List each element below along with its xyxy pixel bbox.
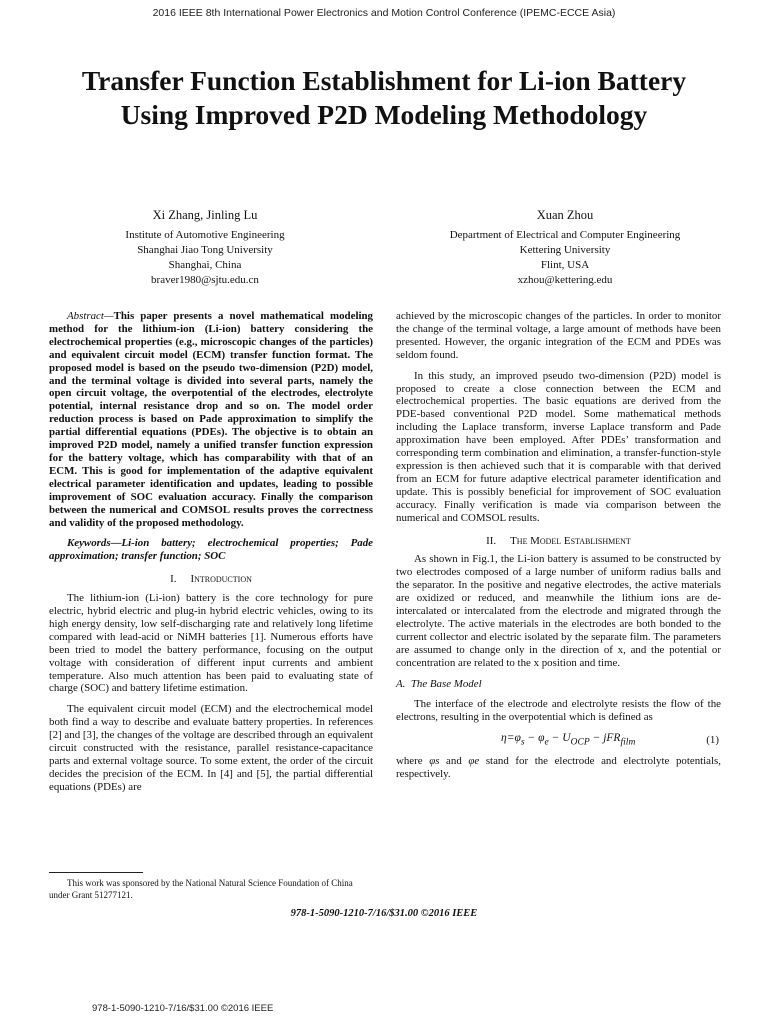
author-organization: Shanghai Jiao Tong University xyxy=(137,244,273,256)
author-email: braver1980@sjtu.edu.cn xyxy=(151,274,259,286)
author-block-2 xyxy=(410,208,720,288)
paper-title: Transfer Function Establishment for Li-ion Battery Using Improved P2D Modeling Methodology xyxy=(81,65,687,130)
author-name: Xi Zhang, Jinling Lu xyxy=(152,208,258,222)
section-heading-introduction xyxy=(49,573,373,586)
intro-paragraph-1: The lithium-ion (Li-ion) battery is the core technology for pure electric, hybrid electric and plug-in hybrid electric vehicles, owing to its high energy density, low self-discharging rate and relatively long lifetime compared with lead-acid or NiMH batteries [1]. Numerous efforts have been tried to model the battery performance, focusing on the output voltage with consideration of different input currents and ambient temperature. Also much attention has been paid to evaluating state of charge (SOC) and battery lifetime estimation. xyxy=(49,592,373,695)
keywords: Keywords—Li-ion battery; electrochemical properties; Pade approximation; transfer function; SOC xyxy=(49,537,373,563)
author-organization: Kettering University xyxy=(519,244,611,256)
phi-e-symbol: φe xyxy=(468,755,480,768)
intro-paragraph-2: The equivalent circuit model (ECM) and the electrochemical model both find a way to describe and evaluate battery properties. In references [2] and [3], the changes of the voltage are described through an equivalent circuit constructed with the resistance, parallel resistance-capacitance parts and external voltage source. To some extent, the order of the circuit decides the precision of the ECM. In [4] and [5], the partial differential equations (PDEs) are xyxy=(49,703,373,793)
right-column xyxy=(396,310,721,789)
section-number: II. xyxy=(486,534,497,547)
author-location: Flint, USA xyxy=(540,259,590,271)
subsection-heading xyxy=(396,678,721,691)
section-heading-model xyxy=(396,535,721,548)
author-affiliation: Institute of Automotive Engineering xyxy=(125,229,285,241)
body-paragraph: In this study, an improved pseudo two-dimension (P2D) model is proposed to create a close connection between the ECM and electrochemical properties. The basic equations are derived from the PDE-based conventional P2D model. Some mathematical methods including the Laplace transform, inverse Laplace transform and Pade approximation have been employed. After PDEs’ transformation and corresponding term combination and elimination, a transfer-function-style expression is then achieved such that it is comparable with that derived from an ECM for future adaptive electrical parameter identification and update. This is possibly beneficial for improvement of SOC evaluation accuracy. Finally verification is made via comparison between the numerical and COMSOL results. xyxy=(396,369,721,524)
abstract-text: This paper presents a novel mathematical modeling method for the lithium-ion (Li-ion) battery considering the electrochemical properties (e.g., microscopic changes of the particles) and equivalent circuit model (ECM) transfer function format. The proposed model is based on the pseudo two-dimension (P2D) model, and the terminal voltage is divided into several parts, namely the open circuit voltage, the overpotential of the electrodes, electrolyte potential, internal resistance drop and so on. The model order reduction process is based on Pade approximation to simplify the partial differential equations (PDEs). The objective is to obtain an improved P2D model, namely a unified transfer function expression for the battery voltage, which has comparability with that of an ECM. This is good for implementation of the adaptive equivalent electrical parameter identification and updates, leading to possible improvement of SOC evaluation accuracy. Finally the comparison between the numerical and COMSOL results proves the correctness and validity of the proposed methodology. xyxy=(49,310,373,529)
copyright-line: 978-1-5090-1210-7/16/$31.00 ©2016 IEEE xyxy=(290,908,478,919)
subsection-title: The Base Model xyxy=(410,677,482,690)
abstract-lead: Abstract— xyxy=(67,310,114,322)
footnote: This work was sponsored by the National Natural Science Foundation of China under Grant 51277121. xyxy=(49,878,353,900)
section-title: The Model Establishment xyxy=(510,534,631,547)
equation-expression: $\eta=\varphi_s - \varphi_e - U_{OCP} - jFR_{film}$ xyxy=(501,732,636,748)
author-location: Shanghai, China xyxy=(168,259,242,271)
equation-1 xyxy=(396,732,721,749)
base-model-paragraph: The interface of the electrode and electrolyte resists the flow of the electrons, resulting in the overpotential which is defined as xyxy=(396,698,721,724)
left-column xyxy=(49,310,373,802)
body-paragraph-continued: achieved by the microscopic changes of the particles. In order to monitor the change of the terminal voltage, a large amount of methods have been presented. However, the organic integration of the ECM and PDEs was seldom found. xyxy=(396,310,721,361)
bottom-identifier: 978-1-5090-1210-7/16/$31.00 ©2016 IEEE xyxy=(92,1003,274,1014)
author-email: xzhou@kettering.edu xyxy=(517,274,613,286)
subsection-label: A. xyxy=(396,677,406,690)
phi-s-symbol: φs xyxy=(429,755,440,768)
after-equation-text: where φs and φe stand for the electrode and electrolyte potentials, respectively. xyxy=(396,755,722,781)
abstract xyxy=(49,310,373,529)
author-block-1 xyxy=(60,208,350,288)
conference-header: 2016 IEEE 8th International Power Electronics and Motion Control Conference (IPEMC-ECCE Asia) xyxy=(152,7,616,19)
model-paragraph: As shown in Fig.1, the Li-ion battery is assumed to be constructed by two electrodes composed of a large number of uniform radius balls and the separator. In the positive and negative electrodes, the active materials are oxidized or reduced, and meanwhile the lithium ions are de-intercalated or intercalated from the electrode and migrated through the electrolyte. The active materials in the electrodes are both bonded to the current collector and electric isolated by the separate film. The parameters are assumed to change only in the direction of x, and the potential or concentration are related to the x position and time. xyxy=(396,553,721,669)
section-number: I. xyxy=(170,573,177,586)
author-affiliation: Department of Electrical and Computer Engineering xyxy=(449,229,681,241)
equation-number: (1) xyxy=(706,734,719,747)
author-name: Xuan Zhou xyxy=(536,208,594,222)
footnote-divider xyxy=(49,872,143,873)
section-title: Introduction xyxy=(190,573,252,586)
